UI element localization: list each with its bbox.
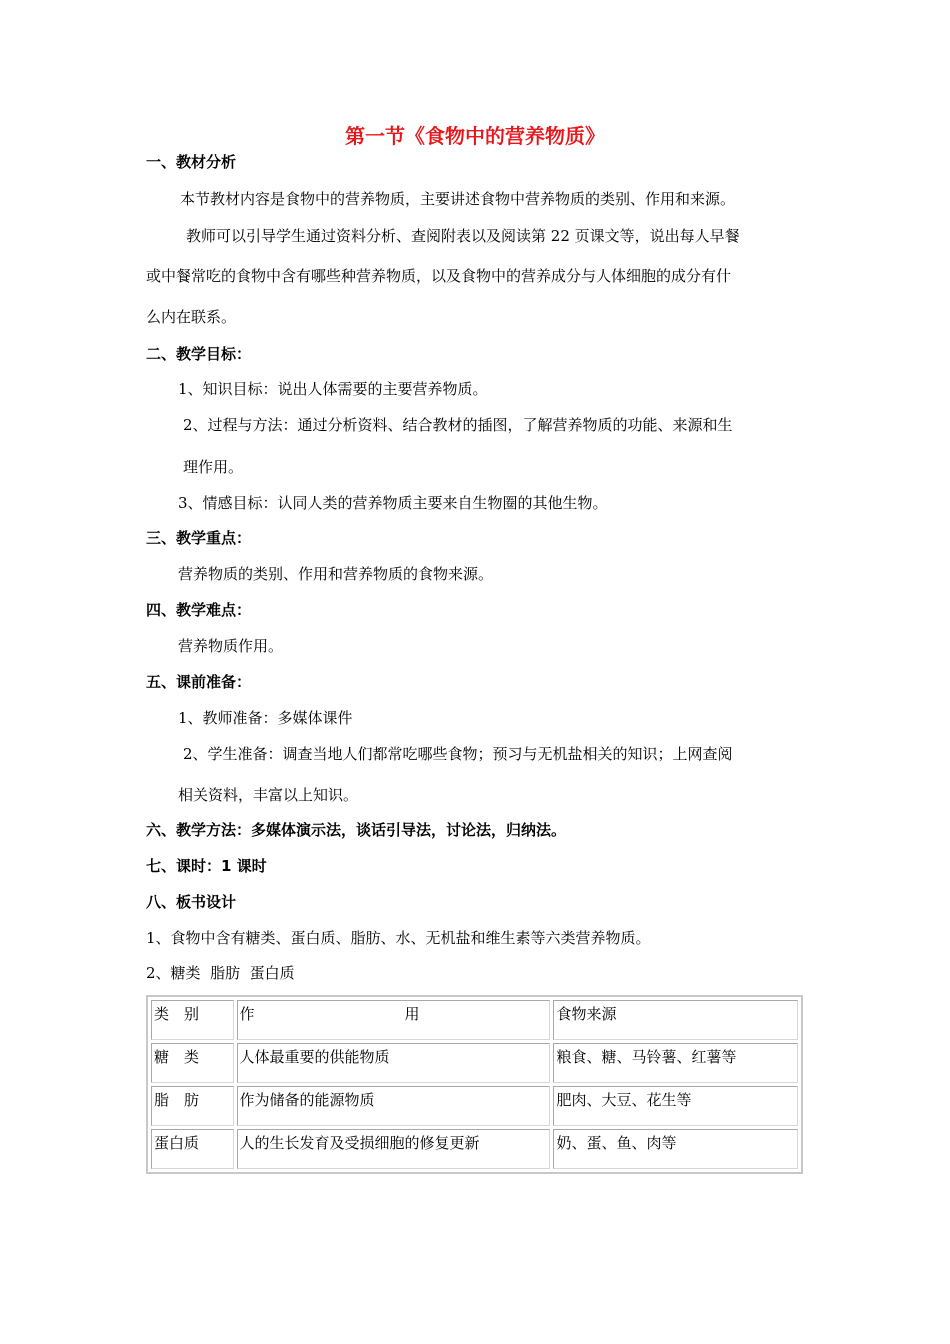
list-item: 理作用。 xyxy=(183,458,244,476)
list-item: 3、情感目标：认同人类的营养物质主要来自生物圈的其他生物。 xyxy=(178,494,608,512)
section-heading-teaching-goals: 二、教学目标： xyxy=(146,345,252,363)
table-cell: 作为储备的能源物质 xyxy=(237,1086,551,1126)
page-title: 第一节《食物中的营养物质》 xyxy=(345,124,605,148)
list-item: 2、糖类 脂肪 蛋白质 xyxy=(146,964,295,982)
section-heading-key-points: 三、教学重点： xyxy=(146,529,252,547)
paragraph: 教师可以引导学生通过资料分析、查阅附表以及阅读第 22 页课文等，说出每人早餐 xyxy=(186,227,740,245)
section-heading-board-design: 八、板书设计 xyxy=(146,893,237,911)
list-item: 1、教师准备：多媒体课件 xyxy=(178,709,353,727)
section-heading-difficulties: 四、教学难点： xyxy=(146,601,252,619)
list-item: 2、学生准备：调查当地人们都常吃哪些食物；预习与无机盐相关的知识；上网查阅 xyxy=(183,745,733,763)
section-heading-preparation: 五、课前准备： xyxy=(146,673,252,691)
paragraph: 本节教材内容是食物中的营养物质，主要讲述食物中营养物质的类别、作用和来源。 xyxy=(180,190,736,208)
list-item: 2、过程与方法：通过分析资料、结合教材的插图，了解营养物质的功能、来源和生 xyxy=(183,416,733,434)
table-cell: 蛋白质 xyxy=(151,1129,234,1169)
table-row xyxy=(151,1129,798,1169)
section-heading-class-hours: 七、课时：1 课时 xyxy=(146,857,267,875)
header-cell-category: 类 别 xyxy=(151,1000,234,1040)
header-cell-source: 食物来源 xyxy=(553,1000,798,1040)
paragraph: 营养物质的类别、作用和营养物质的食物来源。 xyxy=(178,565,494,583)
table-cell: 肥肉、大豆、花生等 xyxy=(553,1086,798,1126)
header-cell-function: 作 用 xyxy=(237,1000,551,1040)
list-item: 1、知识目标：说出人体需要的主要营养物质。 xyxy=(178,380,488,398)
table-header-row xyxy=(151,1000,798,1040)
paragraph: 营养物质作用。 xyxy=(178,637,284,655)
paragraph: 么内在联系。 xyxy=(146,308,237,326)
table-cell: 粮食、糖、马铃薯、红薯等 xyxy=(553,1043,798,1083)
table-row xyxy=(151,1086,798,1126)
list-item: 相关资料，丰富以上知识。 xyxy=(178,786,359,804)
nutrient-table xyxy=(146,995,803,1174)
section-heading-textbook-analysis: 一、教材分析 xyxy=(146,153,237,171)
table-cell: 糖 类 xyxy=(151,1043,234,1083)
paragraph: 或中餐常吃的食物中含有哪些种营养物质，以及食物中的营养成分与人体细胞的成分有什 xyxy=(146,267,732,285)
list-item: 1、食物中含有糖类、蛋白质、脂肪、水、无机盐和维生素等六类营养物质。 xyxy=(146,929,651,947)
table-cell: 人的生长发育及受损细胞的修复更新 xyxy=(237,1129,551,1169)
table-cell: 奶、蛋、鱼、肉等 xyxy=(553,1129,798,1169)
table-cell: 人体最重要的供能物质 xyxy=(237,1043,551,1083)
table-row xyxy=(151,1043,798,1083)
section-heading-teaching-methods: 六、教学方法：多媒体演示法，谈话引导法，讨论法，归纳法。 xyxy=(146,821,567,839)
table-cell: 脂 肪 xyxy=(151,1086,234,1126)
